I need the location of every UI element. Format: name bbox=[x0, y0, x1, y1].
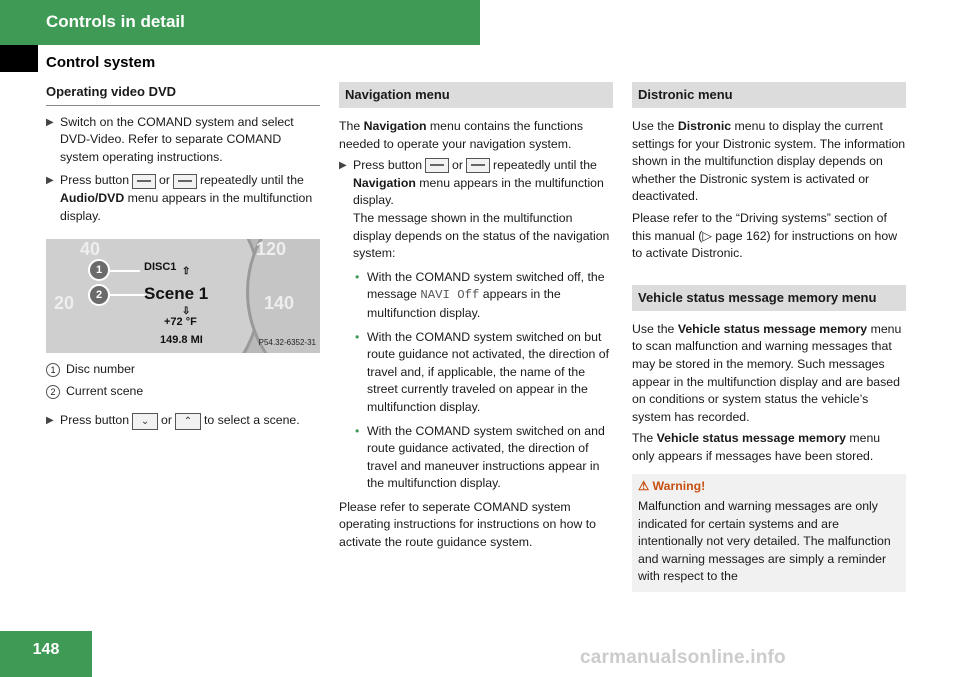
menu-button-back-icon bbox=[425, 158, 449, 173]
callout-line bbox=[106, 294, 146, 296]
gauge-number: 20 bbox=[54, 293, 75, 314]
step-text: Press button bbox=[60, 413, 130, 428]
column-video-dvd bbox=[46, 82, 320, 436]
watermark: carmanualsonline.info bbox=[580, 647, 786, 668]
step-item bbox=[46, 114, 320, 167]
step-arrow-icon: ▶ bbox=[46, 175, 54, 187]
gauge-number: 140 bbox=[264, 293, 295, 314]
step-text: menu appears in the multifunction display. bbox=[60, 190, 313, 223]
legend-text: Disc number bbox=[66, 362, 136, 377]
warning-text: Malfunction and warning messages are only indicated for certain systems and are intentionally not very detailed. The malfunction and warning messages are simply a reminder with respect to the bbox=[638, 499, 891, 584]
column-distronic bbox=[632, 82, 906, 592]
step-item: ▶ Press button or repeatedly until the Navigation menu appears in the multifunction display. The message shown in the multifunction display depends on the status of the navigation system: bbox=[339, 158, 610, 261]
navigation-menu-heading: Navigation menu bbox=[339, 82, 613, 108]
warning-triangle-icon: ⚠ bbox=[638, 478, 650, 493]
step-text: repeatedly until the bbox=[199, 173, 304, 188]
paragraph: Use the Distronic menu to display the current settings for your Distronic system. The information shown in the multifunction display depends on whether the Distronic system is activated or deactivated. bbox=[632, 119, 906, 204]
vehicle-status-heading: Vehicle status message memory menu bbox=[632, 285, 906, 311]
multifunction-display-photo bbox=[46, 239, 320, 353]
chevron-up-icon: ⌃ bbox=[175, 413, 201, 430]
display-disc: DISC1 bbox=[144, 261, 177, 274]
menu-button-forward-icon bbox=[173, 174, 197, 189]
bullet-item: • With the COMAND system switched off, the message NAVI Off appears in the multifunction display. bbox=[355, 269, 605, 320]
step-arrow-icon: ▶ bbox=[46, 415, 54, 427]
step-arrow-icon: ▶ bbox=[46, 116, 54, 128]
chevron-down-icon: ⌄ bbox=[132, 413, 158, 430]
step-text: to select a scene. bbox=[203, 413, 300, 428]
step-item bbox=[46, 412, 320, 430]
menu-button-back-icon bbox=[132, 174, 156, 189]
legend-item bbox=[46, 383, 320, 401]
callout-1: 1 bbox=[88, 259, 110, 281]
step-item bbox=[46, 172, 320, 225]
distronic-menu-heading: Distronic menu bbox=[632, 82, 906, 108]
legend-number: 1 bbox=[46, 363, 60, 377]
step-arrow-icon: ▶ bbox=[339, 160, 347, 172]
bullet-icon: • bbox=[355, 329, 360, 344]
display-message: NAVI Off bbox=[420, 288, 480, 303]
page-number: 148 bbox=[0, 631, 92, 677]
section-title: Control system bbox=[46, 54, 156, 71]
paragraph: The Navigation menu contains the functions needed to operate your navigation system. bbox=[339, 119, 584, 151]
section-marker bbox=[0, 45, 38, 72]
callout-line bbox=[106, 270, 140, 272]
paragraph: The Vehicle status message memory menu only appears if messages have been stored. bbox=[632, 431, 881, 463]
gauge-number: 120 bbox=[256, 239, 287, 260]
paragraph: Please refer to seperate COMAND system operating instructions for instructions on how to activate the route guidance system. bbox=[339, 499, 597, 550]
callout-2: 2 bbox=[88, 284, 110, 306]
column-navigation bbox=[339, 82, 613, 556]
warning-box bbox=[632, 474, 906, 592]
display-scene: Scene 1 bbox=[144, 283, 209, 303]
step-text: or bbox=[159, 173, 170, 188]
subsection-title: Operating video DVD bbox=[46, 82, 320, 106]
menu-name: Audio/DVD bbox=[60, 190, 125, 205]
legend-item bbox=[46, 361, 320, 379]
bullet-icon: • bbox=[355, 269, 360, 284]
menu-button-forward-icon bbox=[466, 158, 490, 173]
bullet-item: • With the COMAND system switched on and route guidance activated, the direction of travel and maneuver instructions appear in the multifunction display. bbox=[355, 423, 605, 491]
step-text: or bbox=[161, 413, 172, 428]
bullet-icon: • bbox=[355, 423, 360, 438]
chapter-title: Controls in detail bbox=[46, 12, 185, 31]
figure-code: P54.32-6352-31 bbox=[258, 337, 316, 347]
display-temperature: +72 °F bbox=[164, 316, 197, 329]
paragraph: Use the Vehicle status message memory menu to scan malfunction and warning messages that may be stored in the memory. Such messages appear in the multifunction display and are based on conditions or system status the vehicle’s system has recorded. bbox=[632, 321, 902, 424]
paragraph: Please refer to the “Driving systems” section of this manual (▷ page 162) for instructions on how to activate Distronic. bbox=[632, 210, 898, 261]
gauge-number: 40 bbox=[80, 239, 101, 260]
display-content bbox=[144, 253, 254, 345]
down-arrow-icon: ⇩ bbox=[182, 306, 191, 318]
up-arrow-icon: ⇧ bbox=[182, 266, 191, 278]
display-odometer: 149.8 MI bbox=[160, 333, 203, 346]
bullet-item: • With the COMAND system switched on but route guidance not activated, the direction of travel and, if applicable, the name of the street currently traveled on appear in the multifunction display. bbox=[355, 329, 609, 414]
legend-number: 2 bbox=[46, 385, 60, 399]
warning-heading: ⚠ Warning! bbox=[638, 478, 706, 493]
step-text: Switch on the COMAND system and select DVD-Video. Refer to separate COMAND system operating instructions. bbox=[60, 114, 294, 164]
legend-text: Current scene bbox=[66, 383, 144, 398]
step-text: Press button bbox=[60, 173, 130, 188]
